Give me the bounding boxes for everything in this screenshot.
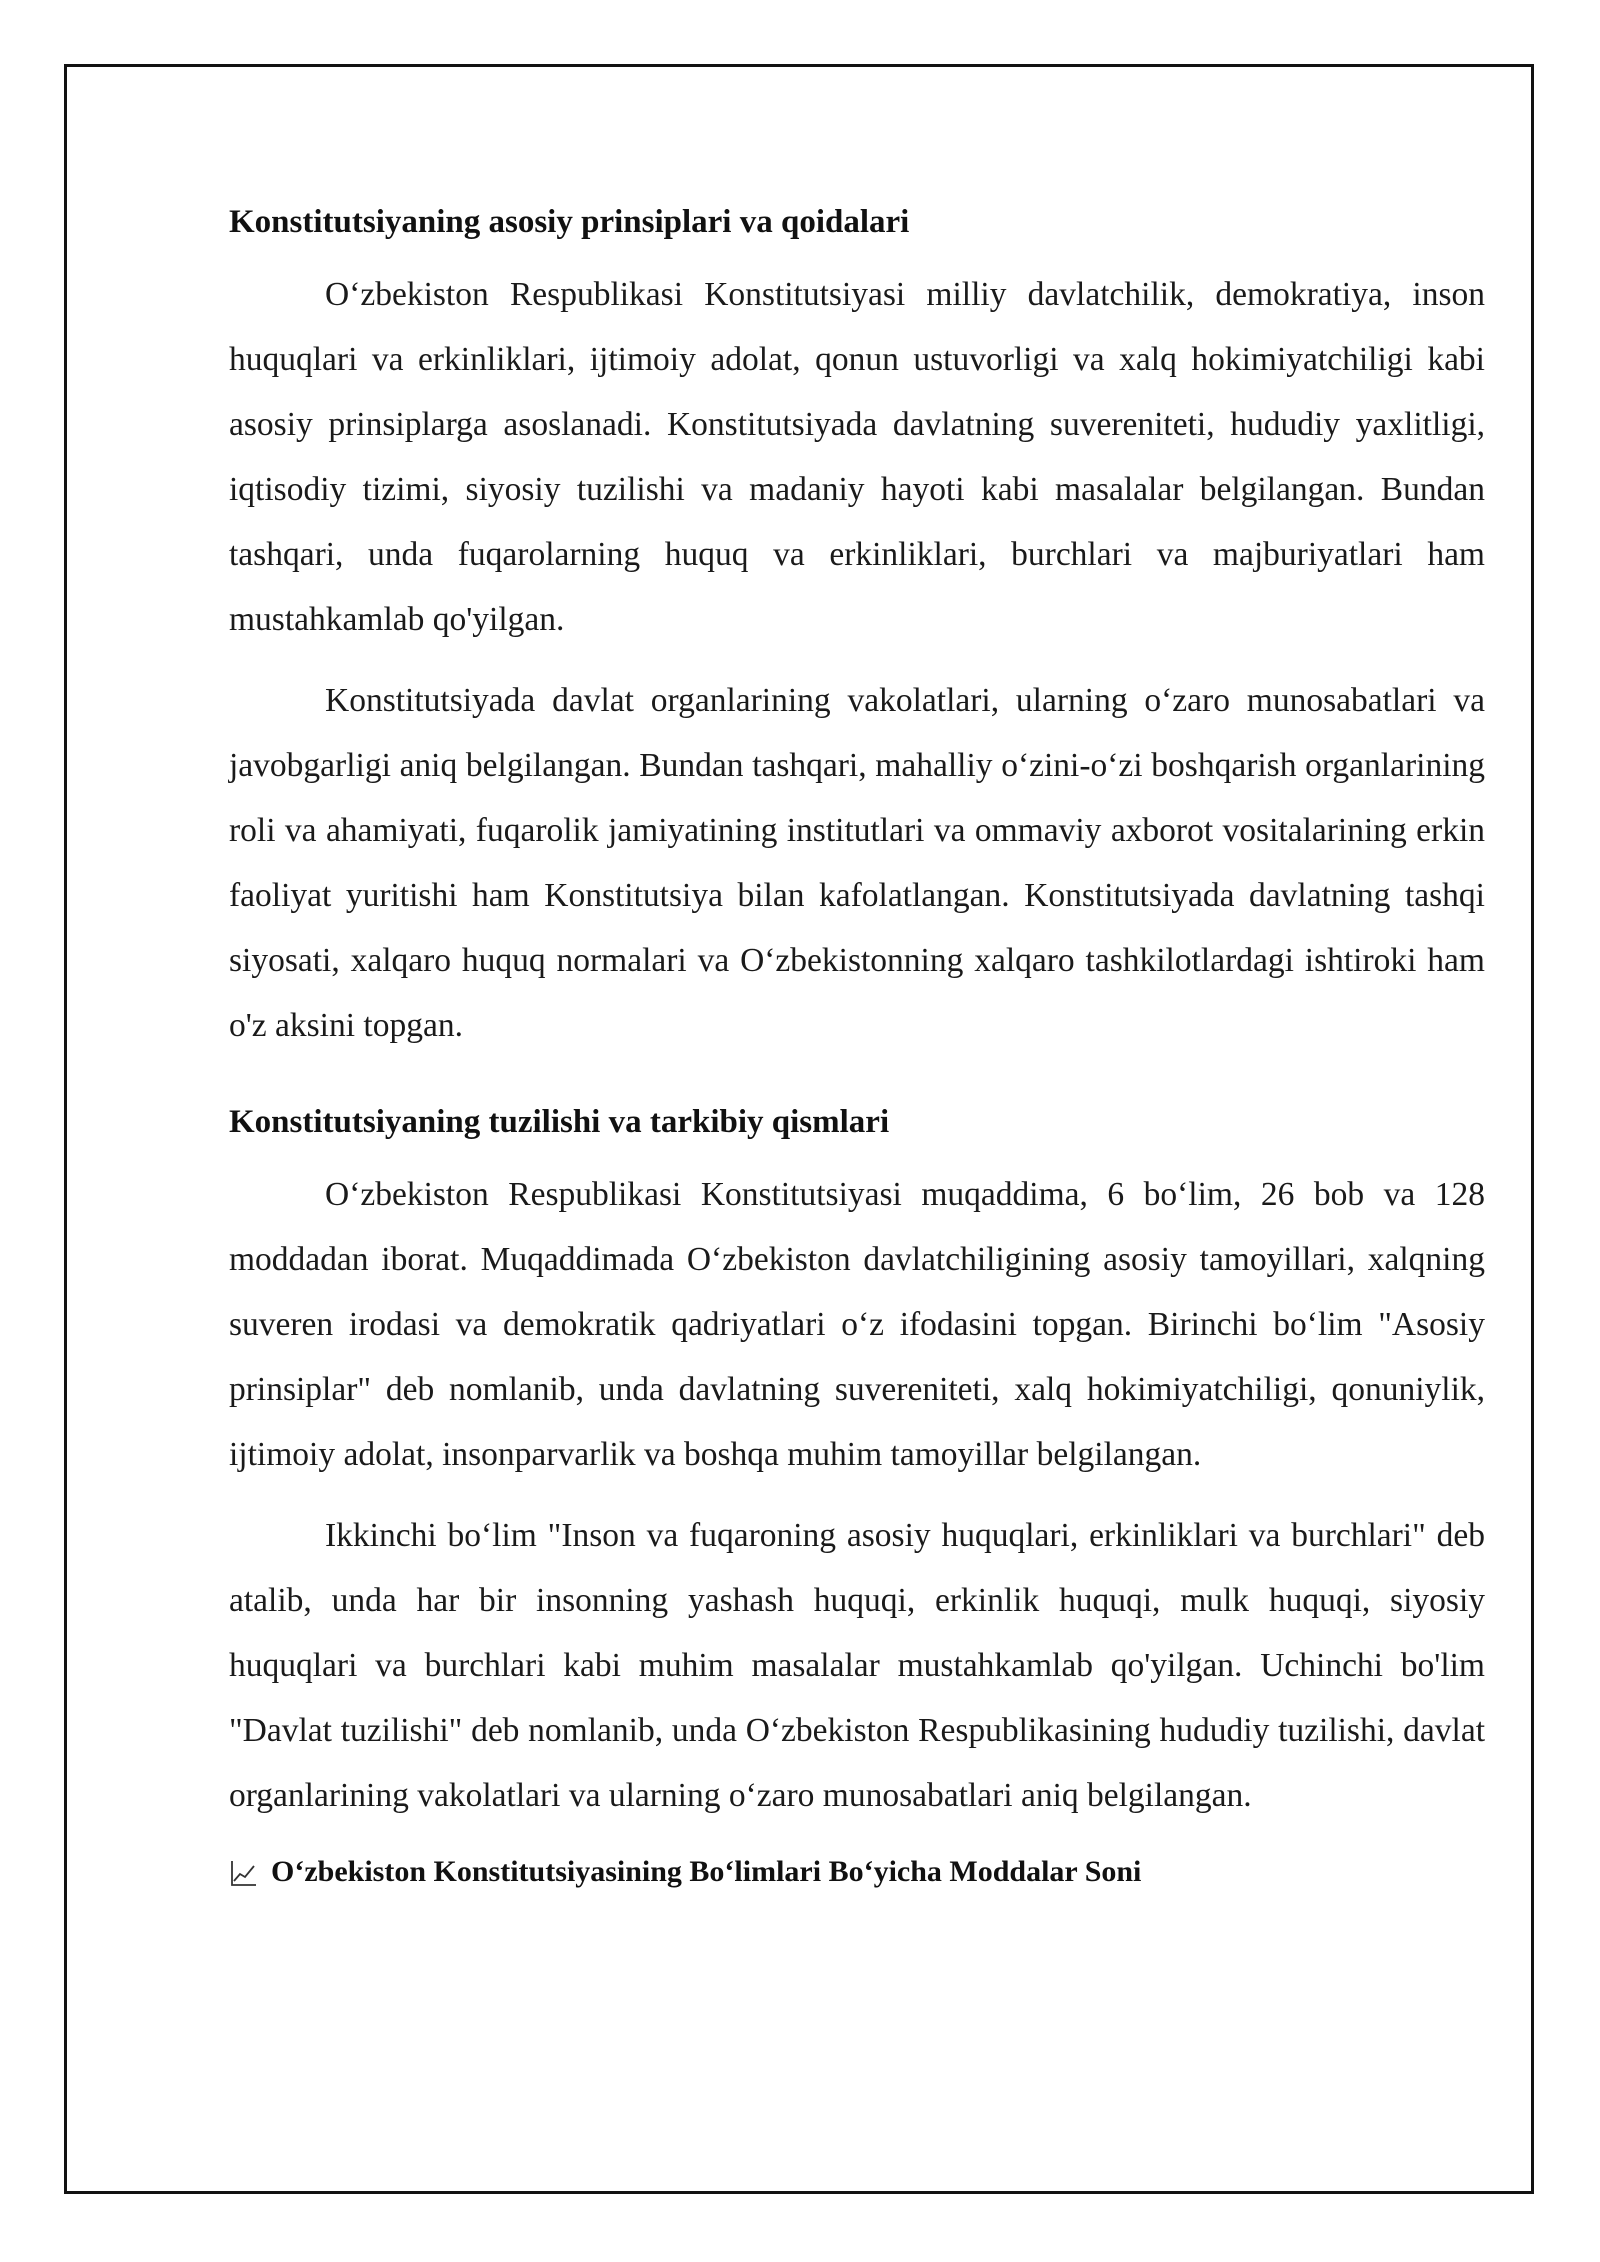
chart-increasing-icon bbox=[229, 1857, 259, 1887]
paragraph: O‘zbekiston Respublikasi Konstitutsiyasi milliy davlatchilik, demokratiya, inson huquqlari va erkinliklari, ijtimoiy adolat, qonun ustuvorligi va xalq hokimiyatchiligi kabi asosiy prinsiplarga asoslanadi. Konstitutsiyada davlatning suvereniteti, hududiy yaxlitligi, iqtisodiy tizimi, siyosiy tuzilishi va madaniy hayoti kabi masalalar belgilangan. Bundan tashqari, unda fuqarolarning huquq va erkinliklari, burchlari va majburiyatlari ham mustahkamlab qo'yilgan. bbox=[229, 276, 1485, 638]
section-heading-structure: Konstitutsiyaning tuzilishi va tarkibiy qismlari bbox=[229, 1104, 890, 1140]
paragraph: Ikkinchi bo‘lim "Inson va fuqaroning asosiy huquqlari, erkinliklari va burchlari" deb atalib, unda har bir insonning yashash huquqi, erkinlik huquqi, mulk huquqi, siyosiy huquqlari va burchlari kabi muhim masalalar mustahkamlab qo'yilgan. Uchinchi bo'lim "Davlat tuzilishi" deb nomlanib, unda O‘zbekiston Respublikasining hududiy tuzilishi, davlat organlarining vakolatlari va ularning o‘zaro munosabatlari aniq belgilangan. bbox=[229, 1517, 1485, 1814]
figure-caption bbox=[229, 1850, 1485, 1894]
section-heading-principles: Konstitutsiyaning asosiy prinsiplari va qoidalari bbox=[229, 204, 910, 240]
figure-caption-text: O‘zbekiston Konstitutsiyasining Bo‘limlari Bo‘yicha Moddalar Soni bbox=[271, 1855, 1142, 1888]
paragraph: Konstitutsiyada davlat organlarining vakolatlari, ularning o‘zaro munosabatlari va javobgarligi aniq belgilangan. Bundan tashqari, mahalliy o‘zini-o‘zi boshqarish organlarining roli va ahamiyati, fuqarolik jamiyatining institutlari va ommaviy axborot vositalarining erkin faoliyat yuritishi ham Konstitutsiya bilan kafolatlangan. Konstitutsiyada davlatning tashqi siyosati, xalqaro huquq normalari va O‘zbekistonning xalqaro tashkilotlardagi ishtiroki ham o'z aksini topgan. bbox=[229, 682, 1485, 1044]
document-body bbox=[229, 198, 1485, 1894]
paragraph: O‘zbekiston Respublikasi Konstitutsiyasi muqaddima, 6 bo‘lim, 26 bob va 128 moddadan iborat. Muqaddimada O‘zbekiston davlatchiligining asosiy tamoyillari, xalqning suveren irodasi va demokratik qadriyatlari o‘z ifodasini topgan. Birinchi bo‘lim "Asosiy prinsiplar" deb nomlanib, unda davlatning suvereniteti, xalq hokimiyatchiligi, qonuniylik, ijtimoiy adolat, insonparvarlik va boshqa muhim tamoyillar belgilangan. bbox=[229, 1176, 1485, 1473]
